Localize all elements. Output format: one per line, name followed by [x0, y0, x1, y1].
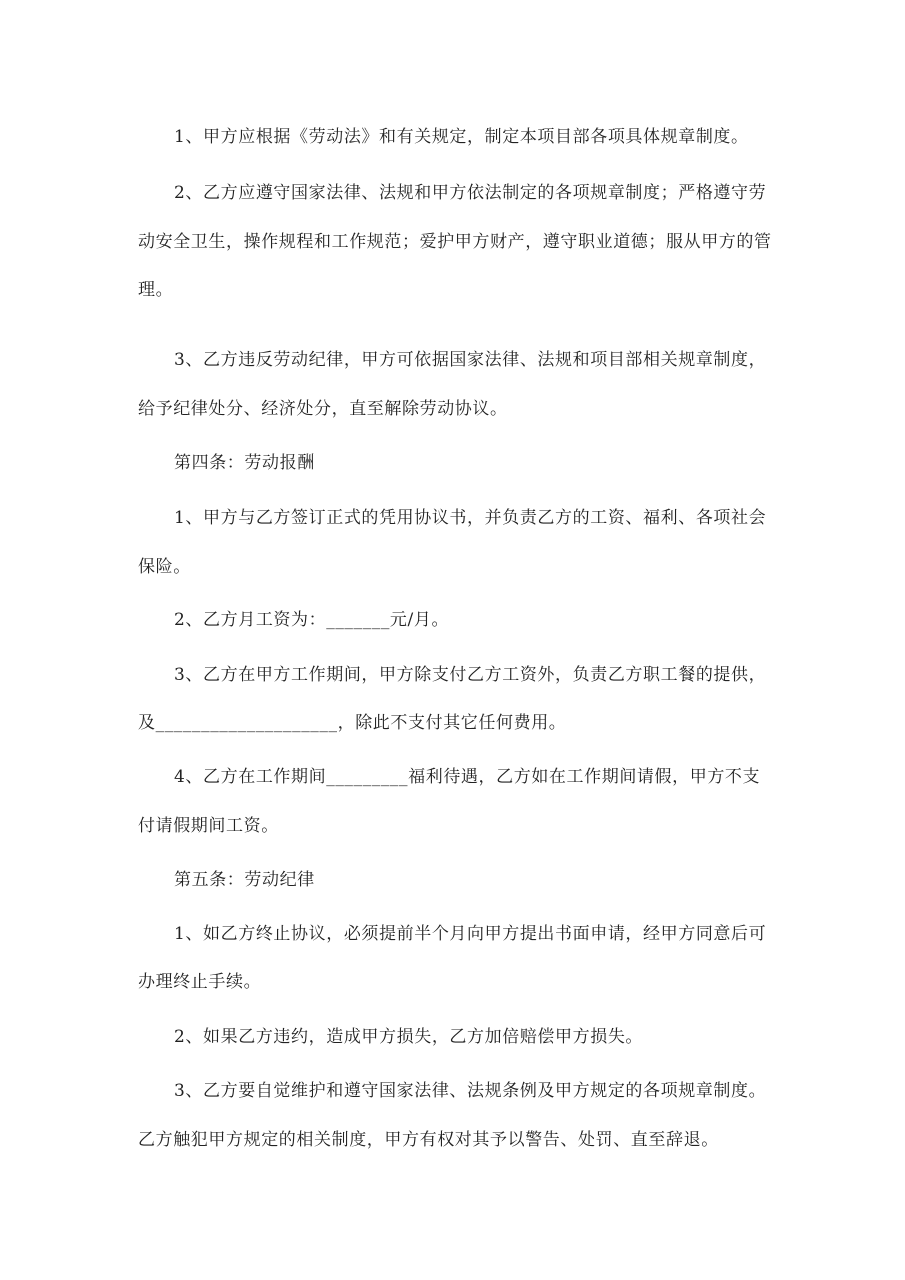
clause-5-2-line-1: 2、如果乙方违约，造成甲方损失，乙方加倍赔偿甲方损失。 — [174, 1027, 644, 1047]
clause-4-1-line-1: 1、甲方与乙方签订正式的凭用协议书，并负责乙方的工资、福利、各项社会 — [174, 508, 767, 528]
clause-3-1-line-1: 1、甲方应根据《劳动法》和有关规定，制定本项目部各项具体规章制度。 — [174, 127, 749, 147]
clause-4-2-line-1: 2、乙方月工资为：_______元/月。 — [174, 610, 450, 630]
clause-5-1-line-2: 办理终止手续。 — [138, 972, 262, 992]
clause-3-2-line-3: 理。 — [138, 280, 174, 300]
clause-5-1-line-1: 1、如乙方终止协议，必须提前半个月向甲方提出书面申请，经甲方同意后可 — [174, 924, 767, 944]
clause-5-3-line-1: 3、乙方要自觉维护和遵守国家法律、法规条例及甲方规定的各项规章制度。 — [174, 1081, 767, 1101]
clause-3-2-line-1: 2、乙方应遵守国家法律、法规和甲方依法制定的各项规章制度；严格遵守劳 — [174, 183, 767, 203]
clause-4-1-line-2: 保险。 — [138, 557, 191, 577]
clause-3-2-line-2: 动安全卫生，操作规程和工作规范；爱护甲方财产，遵守职业道德；服从甲方的管 — [138, 232, 772, 252]
clause-3-3-line-1: 3、乙方违反劳动纪律，甲方可依据国家法律、法规和项目部相关规章制度， — [174, 350, 767, 370]
clause-4-3-line-1: 3、乙方在甲方工作期间，甲方除支付乙方工资外，负责乙方职工餐的提供， — [174, 665, 767, 685]
section-heading-article-5: 第五条：劳动纪律 — [174, 870, 315, 890]
clause-4-3-line-2: 及____________________，除此不支付其它任何费用。 — [138, 713, 567, 733]
clause-4-4-line-2: 付请假期间工资。 — [138, 816, 279, 836]
section-heading-article-4: 第四条：劳动报酬 — [174, 453, 315, 473]
clause-4-4-line-1: 4、乙方在工作期间_________福利待遇，乙方如在工作期间请假，甲方不支 — [174, 767, 761, 787]
clause-5-3-line-2: 乙方触犯甲方规定的相关制度，甲方有权对其予以警告、处罚、直至辞退。 — [138, 1130, 719, 1150]
clause-3-3-line-2: 给予纪律处分、经济处分，直至解除劳动协议。 — [138, 399, 508, 419]
